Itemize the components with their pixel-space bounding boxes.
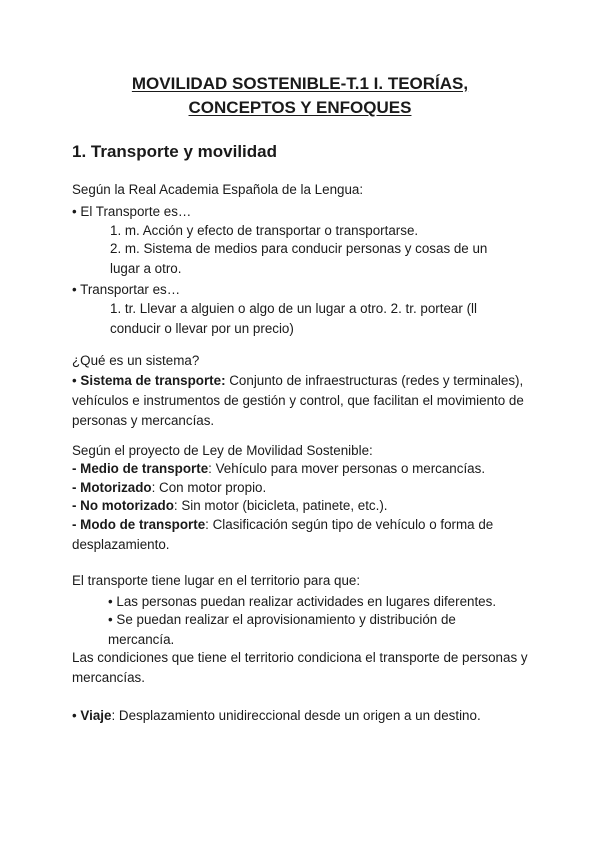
ley-def: : Con motor propio. xyxy=(151,480,267,495)
territorio-intro: El transporte tiene lugar en el territorio para que: xyxy=(72,573,361,588)
ley-def: : Sin motor (bicicleta, patinete, etc.). xyxy=(173,498,388,513)
sistema-bullet: • xyxy=(72,373,81,388)
ley-term: - Motorizado xyxy=(72,480,152,495)
transporte-def-2: 2. m. Sistema de medios para conducir personas y cosas de un lugar a otro. xyxy=(110,241,488,276)
ley-item-motorizado xyxy=(72,478,532,498)
ley-def: : Clasificación según tipo de vehículo o forma de desplazamiento. xyxy=(72,517,494,552)
ley-item-modo xyxy=(72,515,532,555)
territorio-bullet-2: • Se puedan realizar el aprovisionamiento y distribución de mercancía. xyxy=(108,612,456,647)
ley-term: - Modo de transporte xyxy=(72,517,206,532)
page-title-line1: MOVILIDAD SOSTENIBLE-T.1 I. TEORÍAS, xyxy=(131,74,469,93)
transportar-def: 1. tr. Llevar a alguien o algo de un lugar a otro. 2. tr. portear (ll conducir o llevar por un precio) xyxy=(110,301,477,336)
sistema-term: Sistema de transporte: xyxy=(80,373,226,388)
viaje-bullet: • xyxy=(72,708,81,723)
ley-def: : Vehículo para mover personas o mercancías. xyxy=(208,461,486,476)
ley-item-no-motorizado xyxy=(72,496,532,516)
transportar-label: • Transportar es… xyxy=(72,282,181,297)
viaje-definition xyxy=(72,706,532,726)
ley-intro: Según el proyecto de Ley de Movilidad Sostenible: xyxy=(72,443,373,458)
sistema-question: ¿Qué es un sistema? xyxy=(72,353,200,368)
viaje-def-text: : Desplazamiento unidireccional desde un origen a un destino. xyxy=(111,708,481,723)
rae-intro: Según la Real Academia Española de la Lengua: xyxy=(72,182,364,197)
territorio-conclusion: Las condiciones que tiene el territorio condiciona el transporte de personas y mercancías. xyxy=(72,650,528,685)
sistema-def-text: Conjunto de infraestructuras (redes y terminales), vehículos e instrumentos de gestión y control, que facilitan el movimiento de personas y mercancías. xyxy=(72,373,524,428)
transporte-label: • El Transporte es… xyxy=(72,204,192,219)
section-heading: 1. Transporte y movilidad xyxy=(72,142,278,161)
sistema-definition xyxy=(72,371,532,431)
viaje-term: Viaje xyxy=(80,708,112,723)
territorio-bullet-1: • Las personas puedan realizar actividades en lugares diferentes. xyxy=(108,594,497,609)
page-title-line2: CONCEPTOS Y ENFOQUES xyxy=(188,98,412,117)
transporte-def-1: 1. m. Acción y efecto de transportar o transportarse. xyxy=(110,223,419,238)
page-title xyxy=(60,72,540,120)
ley-item-medio xyxy=(72,459,532,479)
ley-term: - No motorizado xyxy=(72,498,174,513)
ley-term: - Medio de transporte xyxy=(72,461,209,476)
